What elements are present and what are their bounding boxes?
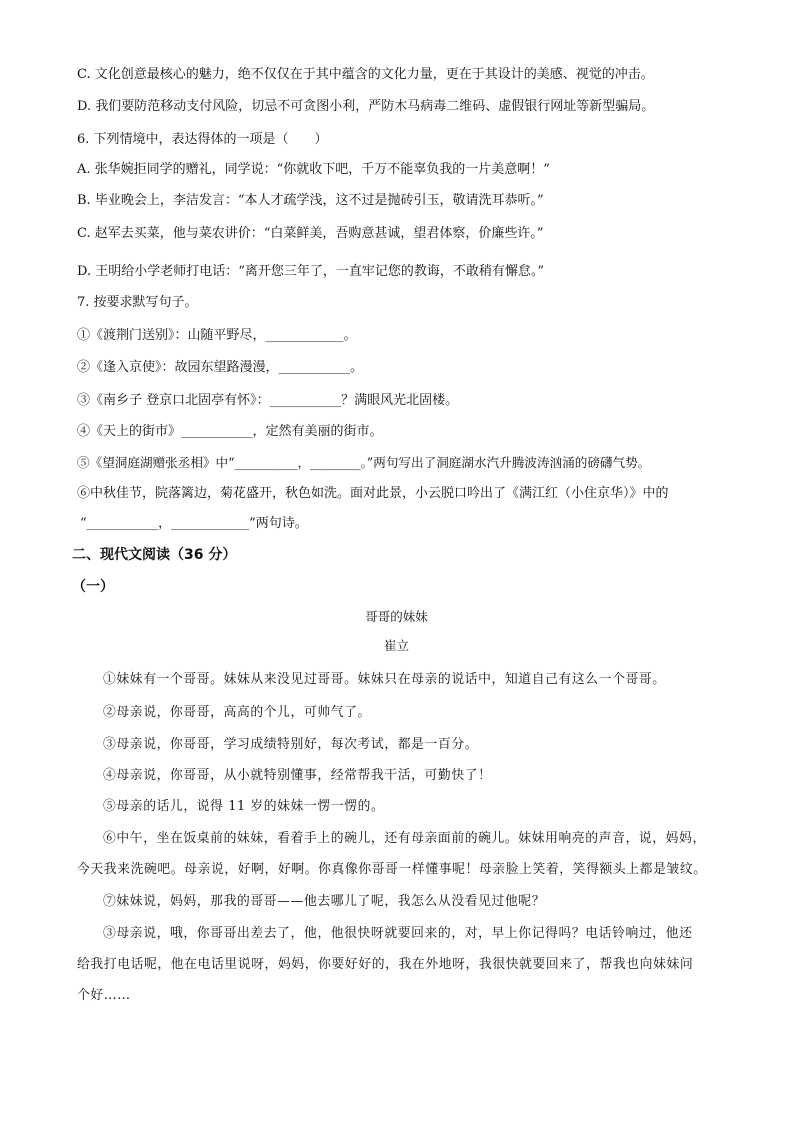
article-title: 哥哥的妹妹 xyxy=(365,609,428,624)
subsection-heading: （一） xyxy=(72,579,114,595)
q7-item: “___________，____________”两句诗。 xyxy=(80,516,308,531)
q6-option-a: A. 张华婉拒同学的赠礼，同学说：“你就收下吧，千万不能辜负我的一片美意啊！” xyxy=(77,162,550,177)
q7-item: ②《逢入京使》：故园东望路漫漫，___________。 xyxy=(77,360,364,375)
q7-stem: 7. 按要求默写句子。 xyxy=(77,295,198,310)
paragraph-line: ④母亲说，你哥哥，从小就特别懂事，经常帮我干活，可勤快了！ xyxy=(103,768,492,783)
paragraph-line: ③母亲说，你哥哥，学习成绩特别好，每次考试，都是一百分。 xyxy=(103,737,479,752)
q6-option-c: C. 赵军去买菜，他与菜农讲价：“白菜鲜美，吾购意甚诚，望君体察，价廉些许。” xyxy=(77,226,544,241)
q5-option-c: C. 文化创意最核心的魅力，绝不仅仅在于其中蕴含的文化力量，更在于其设计的美感、视觉的冲击。 xyxy=(77,67,654,82)
q6-option-d: D. 王明给小学老师打电话：“离开您三年了，一直牢记您的教诲，不敢稍有懈怠。” xyxy=(77,264,545,279)
q5-option-d: D. 我们要防范移动支付风险，切忌不可贪图小利，严防木马病毒二维码、虚假银行网址等新型骗局。 xyxy=(77,99,655,114)
q6-option-b: B. 毕业晚会上，李洁发言：“本人才疏学浅，这不过是抛砖引玉，敬请洗耳恭听。” xyxy=(77,193,544,208)
paragraph-line: ②母亲说，你哥哥，高高的个儿，可帅气了。 xyxy=(103,705,371,720)
q7-item: ③《南乡子 登京口北固亭有怀》：___________？满眼风光北固楼。 xyxy=(77,393,459,408)
paragraph-line: 今天我来洗碗吧。母亲说，好啊，好啊。你真像你哥哥一样懂事呢！母亲脸上笑着，笑得额头上都是皱纹。 xyxy=(77,862,707,877)
q6-stem: 6. 下列情境中，表达得体的一项是（ ） xyxy=(77,132,328,147)
paragraph-line: ①妹妹有一个哥哥。妹妹从来没见过哥哥。妹妹只在母亲的说话中，知道自己有这么一个哥哥。 xyxy=(103,672,666,687)
paragraph-line: ⑤母亲的话儿，说得 11 岁的妹妹一愣一愣的。 xyxy=(103,799,385,814)
paragraph-line: ⑦妹妹说，妈妈，那我的哥哥——他去哪儿了呢，我怎么从没看见过他呢？ xyxy=(103,894,546,909)
q7-item: ⑥中秋佳节，院落篱边，菊花盛开，秋色如洗。面对此景，小云脱口吟出了《满江红（小住京华）》中的 xyxy=(77,486,669,501)
paragraph-line: 个好…… xyxy=(77,988,131,1003)
paragraph-line: ③母亲说，哦，你哥哥出差去了，他，他很快呀就要回来的，对，早上你记得吗？电话铃响过，他还 xyxy=(103,926,693,941)
q7-item: ⑤《望洞庭湖赠张丞相》中“__________，________。”两句写出了洞庭湖水汽升腾波涛汹涌的磅礴气势。 xyxy=(77,455,651,470)
paragraph-line: ⑥中午，坐在饭桌前的妹妹，看着手上的碗儿，还有母亲面前的碗儿。妹妹用响亮的声音，说，妈妈， xyxy=(103,831,706,846)
q7-item: ④《天上的街市》___________，定然有美丽的街市。 xyxy=(77,424,383,439)
paragraph-line: 给我打电话呢，他在电话里说呀，妈妈，你要好好的，我在外地呀，我很快就要回来了，帮我也向妹妹问 xyxy=(77,957,694,972)
section-heading: 二、现代文阅读（36 分） xyxy=(72,547,237,563)
q7-item: ①《渡荆门送别》：山随平野尽，____________。 xyxy=(77,328,357,343)
article-author: 崔立 xyxy=(383,638,409,653)
